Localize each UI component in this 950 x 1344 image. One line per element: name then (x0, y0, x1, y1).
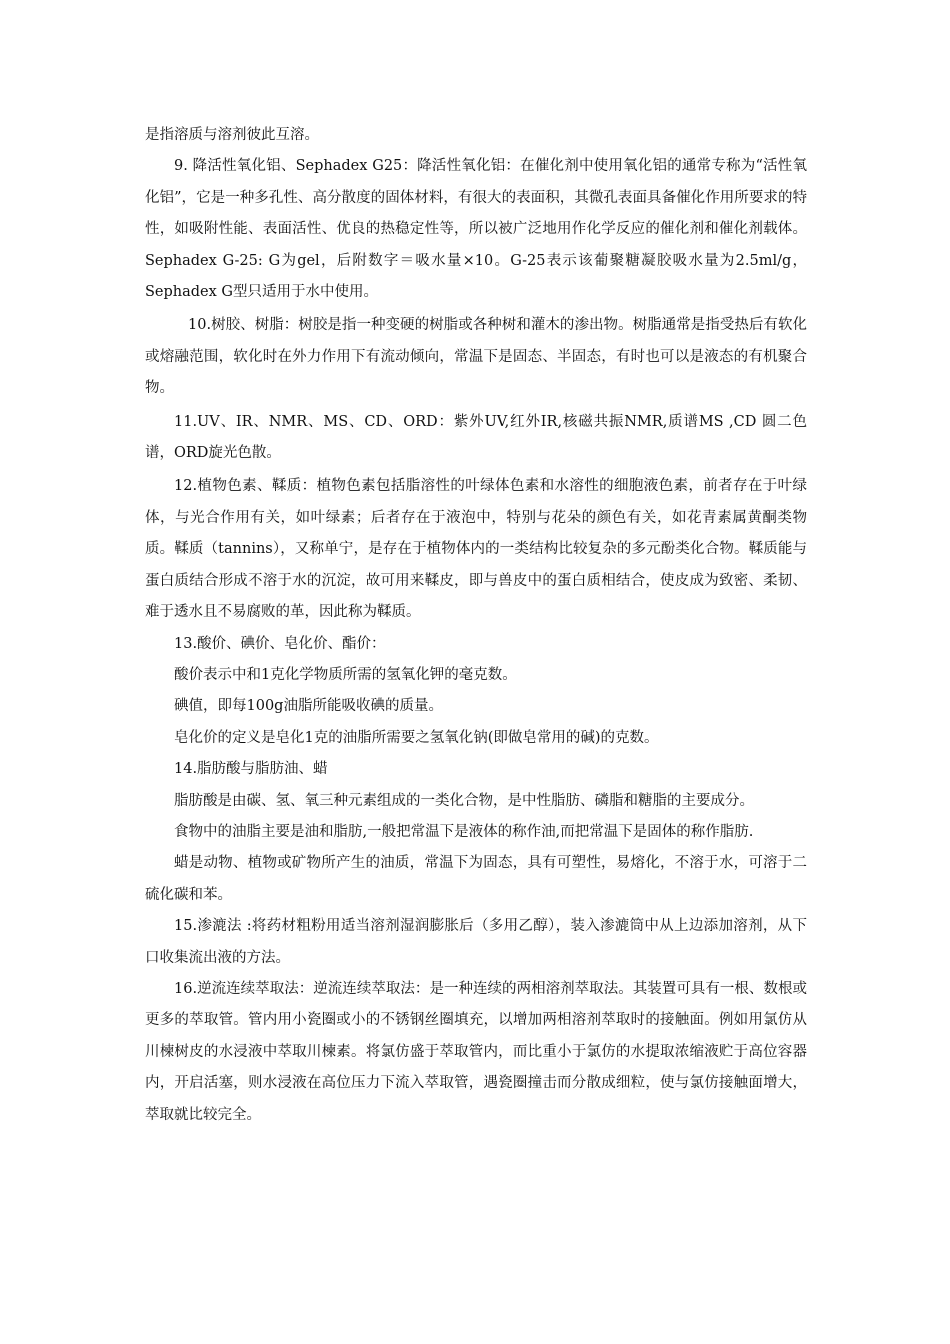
paragraph-item-9: 9. 降活性氧化铝、Sephadex G25：降活性氧化铝：在催化剂中使用氧化铝的通常专称为“活性氧化铝”，它是一种多孔性、高分散度的固体材料，有很大的表面积，其微孔表面具备催化作用所要求的特性，如吸附性能、表面活性、优良的热稳定性等，所以被广泛地用作化学反应的催化剂和催化剂载体。Sephadex G-25: G为gel，后附数字＝吸水量×10。G-25表示该葡聚糖凝胶吸水量为2.5ml/g，Sephadex G型只适用于水中使用。 (145, 158, 807, 301)
paragraph-saponification-value: 皂化价的定义是皂化1克的油脂所需要之氢氧化钠(即做皂常用的碱)的克数。 (174, 729, 659, 746)
paragraph-item-10: 10.树胶、树脂：树胶是指一种变硬的树脂或各种树和灌木的渗出物。树脂通常是指受热后有软化或熔融范围，软化时在外力作用下有流动倾向，常温下是固态、半固态，有时也可以是液态的有机聚合物。 (145, 317, 807, 397)
paragraph-item-15: 15.渗漉法 :将药材粗粉用适当溶剂湿润膨胀后（多用乙醇），装入渗漉筒中从上边添加溶剂，从下口收集流出液的方法。 (145, 918, 807, 966)
paragraph-item-13-heading: 13.酸价、碘价、皂化价、酯价： (174, 635, 386, 652)
paragraph-iodine-value: 碘值，即每100g油脂所能吸收碘的质量。 (174, 698, 443, 715)
paragraph-item-11: 11.UV、IR、NMR、MS、CD、ORD：紫外UV,红外IR,核磁共振NMR,质谱MS ,CD 圆二色谱，ORD旋光色散。 (145, 413, 807, 462)
paragraph-acid-value: 酸价表示中和1克化学物质所需的氢氧化钾的毫克数。 (174, 666, 517, 683)
document-body (145, 120, 807, 1131)
paragraph-item-16: 16.逆流连续萃取法：逆流连续萃取法：是一种连续的两相溶剂萃取法。其装置可具有一根、数根或更多的萃取管。管内用小瓷圈或小的不锈钢丝圈填充，以增加两相溶剂萃取时的接触面。例如用氯仿从川楝树皮的水浸液中萃取川楝素。将氯仿盛于萃取管内，而比重小于氯仿的水提取浓缩液贮于高位容器内，开启活塞，则水浸液在高位压力下流入萃取管，遇瓷圈撞击而分散成细粒，使与氯仿接触面增大，萃取就比较完全。 (145, 980, 807, 1123)
paragraph-item-14-heading: 14.脂肪酸与脂肪油、蜡 (174, 761, 328, 778)
paragraph-oil-and-fat: 食物中的油脂主要是油和脂肪,一般把常温下是液体的称作油,而把常温下是固体的称作脂肪. (174, 823, 754, 840)
paragraph-fatty-acid: 脂肪酸是由碳、氢、氧三种元素组成的一类化合物，是中性脂肪、磷脂和糖脂的主要成分。 (174, 792, 754, 809)
paragraph-continuation: 是指溶质与溶剂彼此互溶。 (145, 127, 319, 143)
paragraph-wax: 蜡是动物、植物或矿物所产生的油质，常温下为固态，具有可塑性，易熔化，不溶于水，可溶于二硫化碳和苯。 (145, 855, 807, 903)
paragraph-item-12: 12.植物色素、鞣质：植物色素包括脂溶性的叶绿体色素和水溶性的细胞液色素，前者存在于叶绿体，与光合作用有关，如叶绿素；后者存在于液泡中，特别与花朵的颜色有关，如花青素属黄酮类物质。鞣质（tannins），又称单宁，是存在于植物体内的一类结构比较复杂的多元酚类化合物。鞣质能与蛋白质结合形成不溶于水的沉淀，故可用来鞣皮，即与兽皮中的蛋白质相结合，使皮成为致密、柔韧、难于透水且不易腐败的革，因此称为鞣质。 (145, 478, 807, 621)
